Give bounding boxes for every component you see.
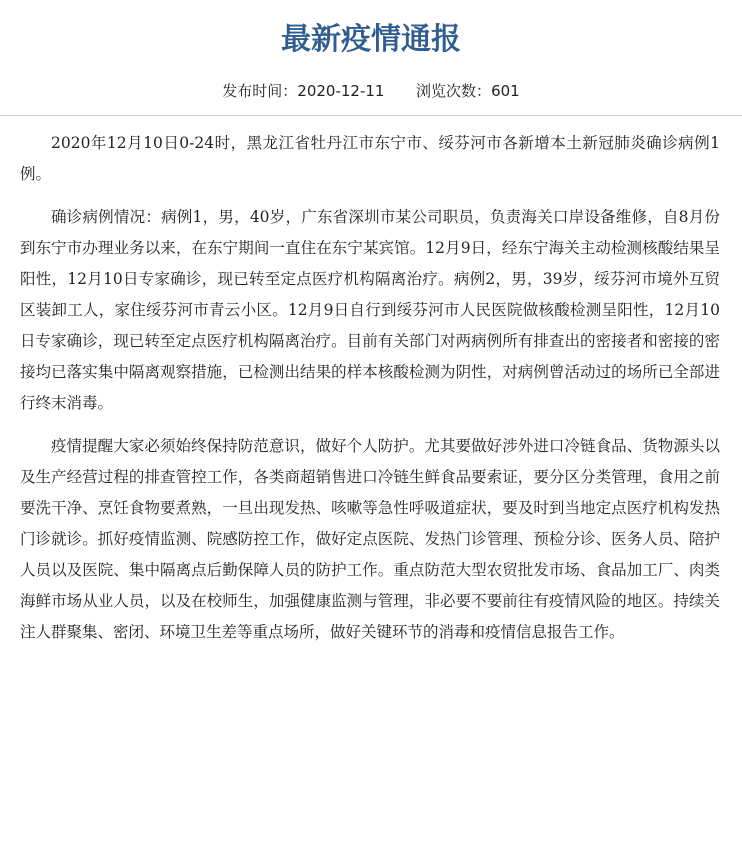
paragraph-case-details: 确诊病例情况：病例1，男，40岁，广东省深圳市某公司职员，负责海关口岸设备维修，自8月份到东宁市办理业务以来，在东宁期间一直住在东宁某宾馆。12月9日，经东宁海关主动检测核酸结果呈阳性，12月10日专家确诊，现已转至定点医疗机构隔离治疗。病例2，男，39岁，绥芬河市境外互贸区装卸工人，家住绥芬河市青云小区。12月9日自行到绥芬河市人民医院做核酸检测呈阳性，12月10日专家确诊，现已转至定点医疗机构隔离治疗。目前有关部门对两病例所有排查出的密接者和密接的密接均已落实集中隔离观察措施，已检测出结果的样本核酸检测为阴性，对病例曾活动过的场所已全部进行终末消毒。 (20, 208, 720, 412)
view-count: 601 (491, 82, 520, 100)
view-count-label: 浏览次数： (416, 82, 492, 100)
header-divider (0, 115, 742, 116)
article-meta (0, 78, 742, 104)
page-title: 最新疫情通报 (281, 22, 461, 57)
publish-time-label: 发布时间： (222, 82, 298, 100)
paragraph-prevention-reminder: 疫情提醒大家必须始终保持防范意识，做好个人防护。尤其要做好涉外进口冷链食品、货物源头以及生产经营过程的排查管控工作，各类商超销售进口冷链生鲜食品要索证，要分区分类管理，食用之前要洗干净、烹饪食物要煮熟，一旦出现发热、咳嗽等急性呼吸道症状，要及时到当地定点医疗机构发热门诊就诊。抓好疫情监测、院感防控工作，做好定点医院、发热门诊管理、预检分诊、医务人员、陪护人员以及医院、集中隔离点后勤保障人员的防护工作。重点防范大型农贸批发市场、食品加工厂、肉类海鲜市场从业人员，以及在校师生，加强健康监测与管理，非必要不要前往有疫情风险的地区。持续关注人群聚集、密闭、环境卫生差等重点场所，做好关键环节的消毒和疫情信息报告工作。 (20, 437, 720, 641)
paragraph-summary: 2020年12月10日0-24时，黑龙江省牡丹江市东宁市、绥芬河市各新增本土新冠肺炎确诊病例1例。 (20, 134, 720, 183)
publish-date: 2020-12-11 (297, 82, 385, 100)
article-body (20, 128, 720, 660)
